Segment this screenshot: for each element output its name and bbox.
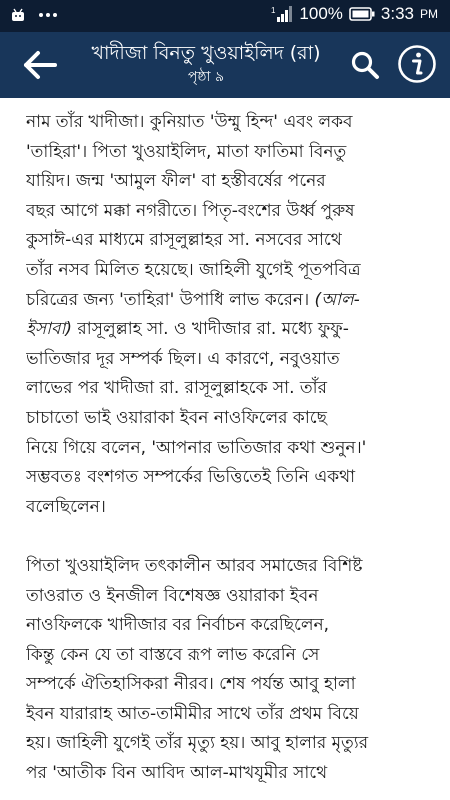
arrow-left-icon[interactable]	[22, 49, 58, 81]
notification-icons	[10, 7, 58, 23]
text-line: পর 'আতীক বিন আবিদ আল-মাখযূমীর সাথে	[26, 763, 328, 784]
text-segment: চরিত্রের জন্য 'তাহিরা' উপাধি লাভ করেন।	[26, 289, 315, 310]
text-line: লাভের পর খাদীজা রা. রাসূলুল্লাহকে সা. তাঁর	[26, 378, 327, 399]
text-line: সম্ভবতঃ বংশগত সম্পর্কের ভিত্তিতেই তিনি একথা	[26, 467, 356, 488]
paragraph-2	[26, 552, 430, 789]
text-line: তাওরাত ও ইনজীল বিশেষজ্ঞ ওয়ারাকা ইবন	[26, 585, 319, 606]
text-line: যায়িদ। জন্ম 'আমুল ফীল' বা হস্তীবর্ষের পনের	[26, 171, 326, 192]
status-bar	[0, 0, 450, 32]
text-line: হয়। জাহিলী যুগেই তাঁর মৃত্যু হয়। আবু হালার মৃত্যুর	[26, 733, 369, 754]
text-line: নিয়ে গিয়ে বলেন, 'আপনার ভাতিজার কথা শুনুন।'	[26, 437, 367, 458]
page-title: খাদীজা বিনতু খুওয়াইলিদ (রা)	[91, 42, 321, 64]
text-line: সম্পর্কে ঐতিহাসিকরা নীরব। শেষ পর্যন্ত আবু হালা	[26, 674, 356, 695]
text-line	[26, 315, 430, 345]
text-line: কুসাঈ-এর মাধ্যমে রাসূলুল্লাহর সা. নসবের সাথে	[26, 230, 342, 251]
info-icon[interactable]	[397, 44, 437, 84]
search-icon[interactable]	[350, 50, 380, 80]
text-line: বলেছিলেন।	[26, 496, 106, 517]
text-line	[26, 286, 430, 316]
paragraph-1	[26, 108, 430, 522]
title-block	[66, 41, 346, 87]
article-text	[26, 108, 430, 800]
status-right	[271, 4, 438, 24]
text-line: নাওফিলকে খাদীজার বর নির্বাচন করেছিলেন,	[26, 615, 330, 636]
battery-icon	[349, 7, 375, 21]
page-number: পৃষ্ঠা ৯	[187, 69, 225, 85]
signal-icon	[271, 5, 293, 23]
text-line: ইবন যারারাহ আত-তামীমীর সাথে তাঁর প্রথম বিয়ে	[26, 703, 359, 724]
svg-text:1: 1	[271, 6, 276, 15]
text-line: চাচাতো ভাই ওয়ারাকা ইবন নাওফিলের কাছে	[26, 407, 327, 428]
clock-time: 3:33	[380, 4, 414, 23]
text-line: কিন্তু কেন যে তা বাস্তবে রূপ লাভ করেনি সে	[26, 644, 320, 665]
text-line: পিতা খুওয়াইলিদ তৎকালীন আরব সমাজের বিশিষ্ট	[26, 555, 363, 576]
clock-ampm: PM	[420, 7, 438, 21]
text-line: বছর আগে মক্কা নগরীতে। পিতৃ-বংশের উর্ধ্ব পুরুষ	[26, 200, 355, 221]
text-line: তাঁর নসব মিলিত হয়েছে। জাহিলী যুগেই পূতপবিত্র	[26, 259, 361, 280]
citation-text: ইসাবা)	[26, 319, 73, 340]
text-line: 'তাহিরা'। পিতা খুওয়াইলিদ, মাতা ফাতিমা বিনতু	[26, 141, 347, 162]
more-dots-icon	[38, 12, 58, 18]
android-icon	[10, 7, 26, 23]
battery-percent: 100%	[299, 4, 343, 23]
app-bar	[0, 32, 450, 98]
citation-text: (আল-	[314, 289, 360, 310]
text-line: ভাতিজার দূর সম্পর্ক ছিল। এ কারণে, নবুওয়াত	[26, 348, 340, 369]
text-segment: রাসূলুল্লাহ সা. ও খাদীজার রা. মধ্যে ফুফু-	[72, 319, 349, 340]
text-line: নাম তাঁর খাদীজা। কুনিয়াত 'উম্মু হিন্দ' এবং লকব	[26, 112, 353, 132]
